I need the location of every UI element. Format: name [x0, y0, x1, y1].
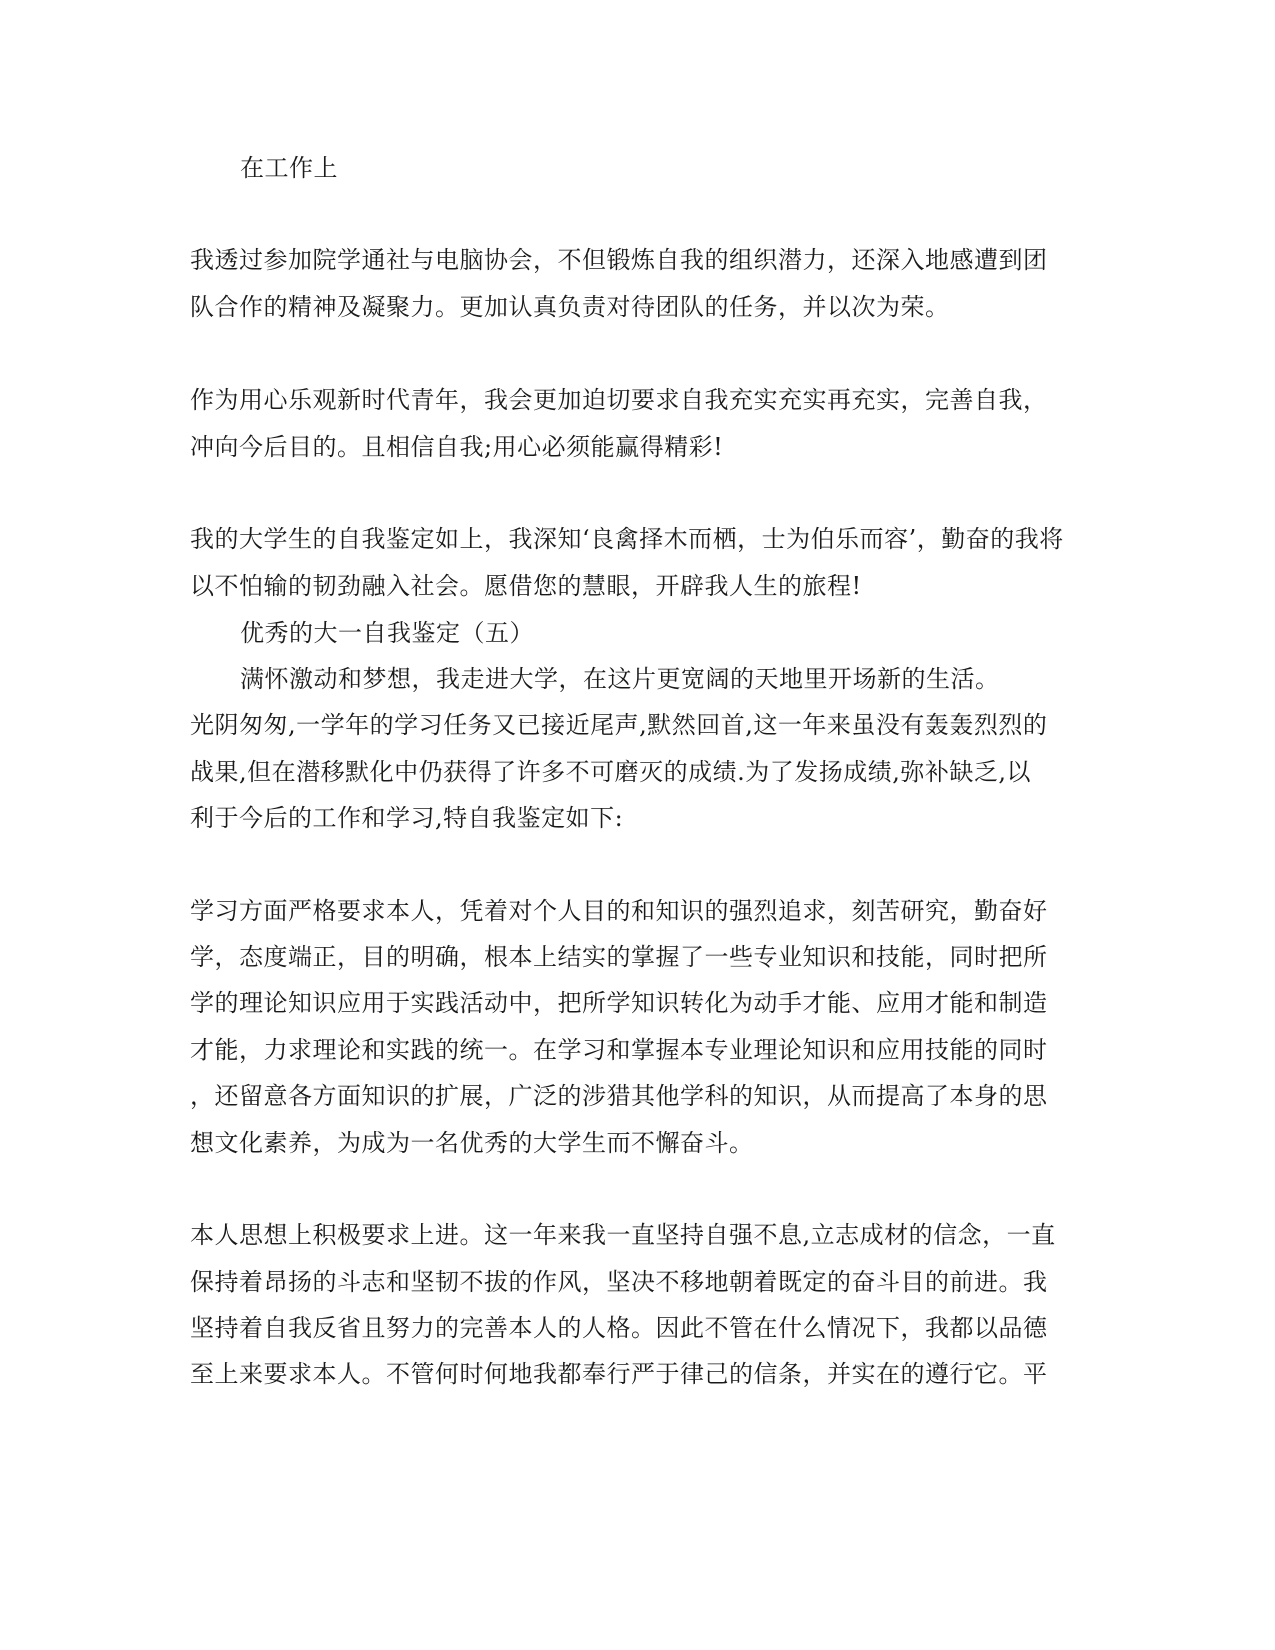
paragraph-line: 利于今后的工作和学习,特自我鉴定如下: [190, 804, 624, 832]
paragraph-line: 战果,但在潜移默化中仍获得了许多不可磨灭的成绩.为了发扬成绩,弥补缺乏,以 [190, 758, 1032, 786]
paragraph-line: 光阴匆匆,一学年的学习任务又已接近尾声,默然回首,这一年来虽没有轰轰烈烈的 [190, 711, 1048, 739]
paragraph-line: ，还留意各方面知识的扩展，广泛的涉猎其他学科的知识，从而提高了本身的思 [190, 1082, 1048, 1110]
paragraph-line: 我的大学生的自我鉴定如上，我深知‘良禽择木而栖，士为伯乐而容’，勤奋的我将 [190, 525, 1064, 553]
paragraph-line: 学，态度端正，目的明确，根本上结实的掌握了一些专业知识和技能，同时把所 [190, 943, 1048, 971]
paragraph-line: 队合作的精神及凝聚力。更加认真负责对待团队的任务，并以次为荣。 [190, 293, 950, 321]
paragraph-line: 想文化素养，为成为一名优秀的大学生而不懈奋斗。 [190, 1129, 754, 1157]
section-heading-work: 在工作上 [240, 154, 338, 182]
paragraph-line: 才能，力求理论和实践的统一。在学习和掌握本专业理论知识和应用技能的同时 [190, 1036, 1048, 1064]
paragraph-line: 满怀激动和梦想，我走进大学，在这片更宽阔的天地里开场新的生活。 [240, 665, 1000, 693]
paragraph-line: 保持着昂扬的斗志和坚韧不拔的作风，坚决不移地朝着既定的奋斗目的前进。我 [190, 1268, 1048, 1296]
paragraph-line: 学习方面严格要求本人，凭着对个人目的和知识的强烈追求，刻苦研究，勤奋好 [190, 897, 1048, 925]
section-title: 优秀的大一自我鉴定（五） [240, 619, 534, 647]
paragraph-line: 坚持着自我反省且努力的完善本人的人格。因此不管在什么情况下，我都以品德 [190, 1314, 1048, 1342]
paragraph-line: 本人思想上积极要求上进。这一年来我一直坚持自强不息,立志成材的信念，一直 [190, 1221, 1056, 1249]
paragraph-line: 冲向今后目的。且相信自我;用心必须能赢得精彩! [190, 433, 724, 461]
paragraph-line: 作为用心乐观新时代青年，我会更加迫切要求自我充实充实再充实，完善自我， [190, 386, 1048, 414]
paragraph-line: 至上来要求本人。不管何时何地我都奉行严于律己的信条，并实在的遵行它。平 [190, 1360, 1048, 1388]
paragraph-line: 我透过参加院学通社与电脑协会，不但锻炼自我的组织潜力，还深入地感遭到团 [190, 246, 1048, 274]
paragraph-line: 以不怕输的韧劲融入社会。愿借您的慧眼，开辟我人生的旅程! [190, 572, 862, 600]
paragraph-line: 学的理论知识应用于实践活动中，把所学知识转化为动手才能、应用才能和制造 [190, 989, 1048, 1017]
